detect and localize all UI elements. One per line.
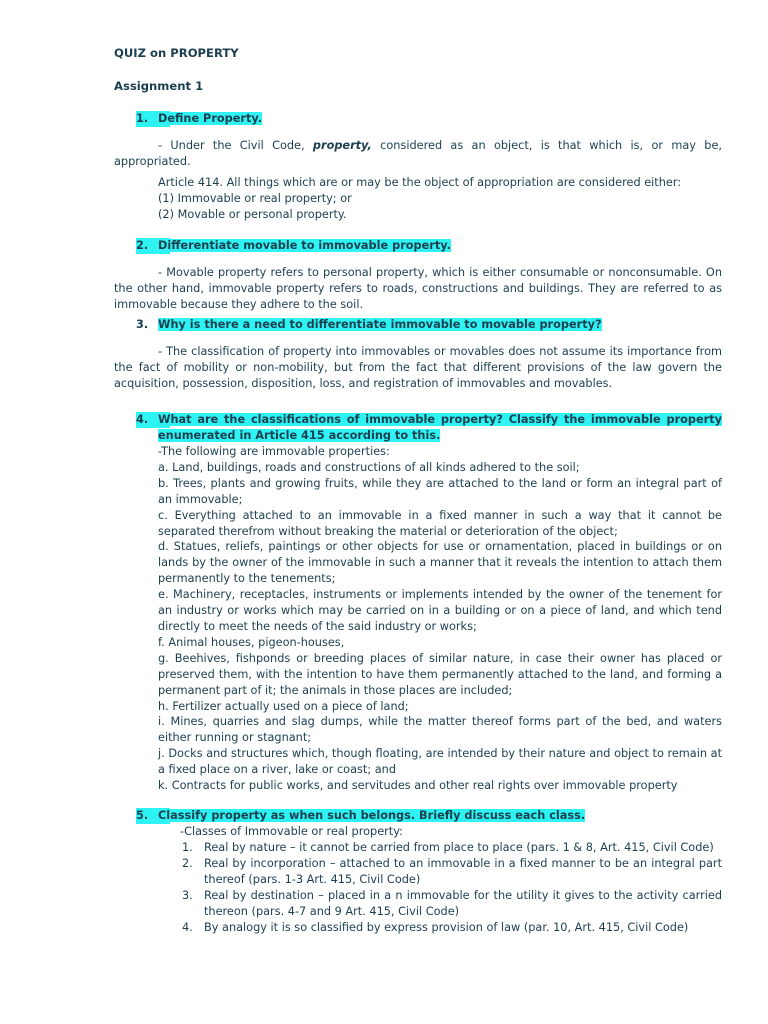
q5-intro: -Classes of Immovable or real property: xyxy=(180,825,403,838)
article-414-item-2: (2) Movable or personal property. xyxy=(158,207,347,221)
q4-intro: -The following are immovable properties: xyxy=(158,445,390,458)
q2-answer: - Movable property refers to personal property, which is either consumable or nonconsumable. On the other hand, immovable property refers to roads, constructions and buildings. They are referred to as immovable because they adhere to the soil. xyxy=(114,266,722,312)
q1-question-text: Define Property. xyxy=(158,112,262,125)
q5-class-list xyxy=(182,840,722,935)
q3-number: 3. xyxy=(136,318,149,331)
q5-question xyxy=(158,808,722,824)
q3-question xyxy=(158,317,722,333)
q4-answer-list xyxy=(158,444,722,794)
list-item: j. Docks and structures which, though floating, are intended by their nature and object to remain at a fixed place on a river, lake or coast; and xyxy=(158,747,722,777)
list-item-text: Real by destination – placed in a n immovable for the utility it gives to the activity carried thereon (pars. 4-7 and 9 Art. 415, Civil Code) xyxy=(204,888,722,918)
q1-question xyxy=(158,111,722,127)
q5-question-text: Classify property as when such belongs. Briefly discuss each class. xyxy=(158,809,586,822)
q1-answer-term: property, xyxy=(312,139,372,153)
list-item: d. Statues, reliefs, paintings or other objects for use or ornamentation, placed in buildings or on lands by the owner of the immovable in such a manner that it reveals the intention to attach them permanently to the tenements; xyxy=(158,540,722,586)
list-item xyxy=(182,856,722,888)
list-item-text: Real by incorporation – attached to an immovable in a fixed manner to be an integral part thereof (pars. 1-3 Art. 415, Civil Code) xyxy=(204,856,722,886)
list-item: a. Land, buildings, roads and constructions of all kinds adhered to the soil; xyxy=(158,460,580,474)
q1-article xyxy=(158,175,722,223)
list-item: i. Mines, quarries and slag dumps, while the matter thereof forms part of the bed, and waters either running or stagnant; xyxy=(158,715,722,745)
q3-answer: - The classification of property into immovables or movables does not assume its importance from the fact of mobility or non-mobility, but from the fact that different provisions of the law govern the acquisition, possession, disposition, loss, and registration of immovables and movables. xyxy=(114,345,722,391)
list-item xyxy=(182,888,722,920)
q4-question xyxy=(158,412,722,444)
list-item: f. Animal houses, pigeon-houses, xyxy=(158,635,345,649)
q2-number: 2. xyxy=(136,238,170,254)
list-item: k. Contracts for public works, and servitudes and other real rights over immovable property xyxy=(158,779,678,793)
list-item xyxy=(182,920,722,936)
q1-answer xyxy=(114,138,722,170)
q1-number: 1. xyxy=(136,111,170,127)
list-item: e. Machinery, receptacles, instruments or implements intended by the owner of the tenement for an industry or works which may be carried on in a building or on a piece of land, and which tend directly to meet the needs of the said industry or works; xyxy=(158,588,722,633)
list-item-number: 4. xyxy=(182,920,193,934)
q5-number: 5. xyxy=(136,808,170,824)
q1-answer-pre: - Under the Civil Code, xyxy=(158,139,313,153)
q3-question-text: Why is there a need to differentiate immovable to movable property? xyxy=(158,318,602,331)
list-item: g. Beehives, fishponds or breeding places of similar nature, in case their owner has placed or preserved them, with the intention to have them permanently attached to the land, and forming a permanent part of it; the animals in those places are included; xyxy=(158,651,722,697)
q4-number: 4. xyxy=(136,412,170,428)
document-title: QUIZ on PROPERTY xyxy=(114,46,239,60)
article-414-item-1: (1) Immovable or real property; or xyxy=(158,191,352,205)
list-item-text: Real by nature – it cannot be carried from place to place (pars. 1 & 8, Art. 415, Civil Code) xyxy=(204,841,714,854)
q4-question-text: What are the classifications of immovable property? Classify the immovable property enumerated in Article 415 according to this. xyxy=(158,413,722,442)
list-item: c. Everything attached to an immovable in a fixed manner in such a way that it cannot be separated therefrom without breaking the material or deterioration of the object; xyxy=(158,508,722,538)
list-item-number: 2. xyxy=(182,856,193,870)
list-item-text: By analogy it is so classified by express provision of law (par. 10, Art. 415, Civil Code) xyxy=(204,920,689,934)
list-item: b. Trees, plants and growing fruits, while they are attached to the land or form an integral part of an immovable; xyxy=(158,476,722,506)
list-item xyxy=(182,840,722,856)
q1-answer-post: considered as an object, is that which is, or may be, appropriated. xyxy=(114,139,722,169)
q2-question xyxy=(158,238,722,254)
list-item: h. Fertilizer actually used on a piece of land; xyxy=(158,699,409,713)
assignment-heading: Assignment 1 xyxy=(114,79,204,93)
article-414-intro: Article 414. All things which are or may be the object of appropriation are considered either: xyxy=(158,176,682,189)
q2-question-text: Differentiate movable to immovable property. xyxy=(158,239,451,252)
list-item-number: 1. xyxy=(182,841,193,854)
list-item-number: 3. xyxy=(182,888,193,902)
